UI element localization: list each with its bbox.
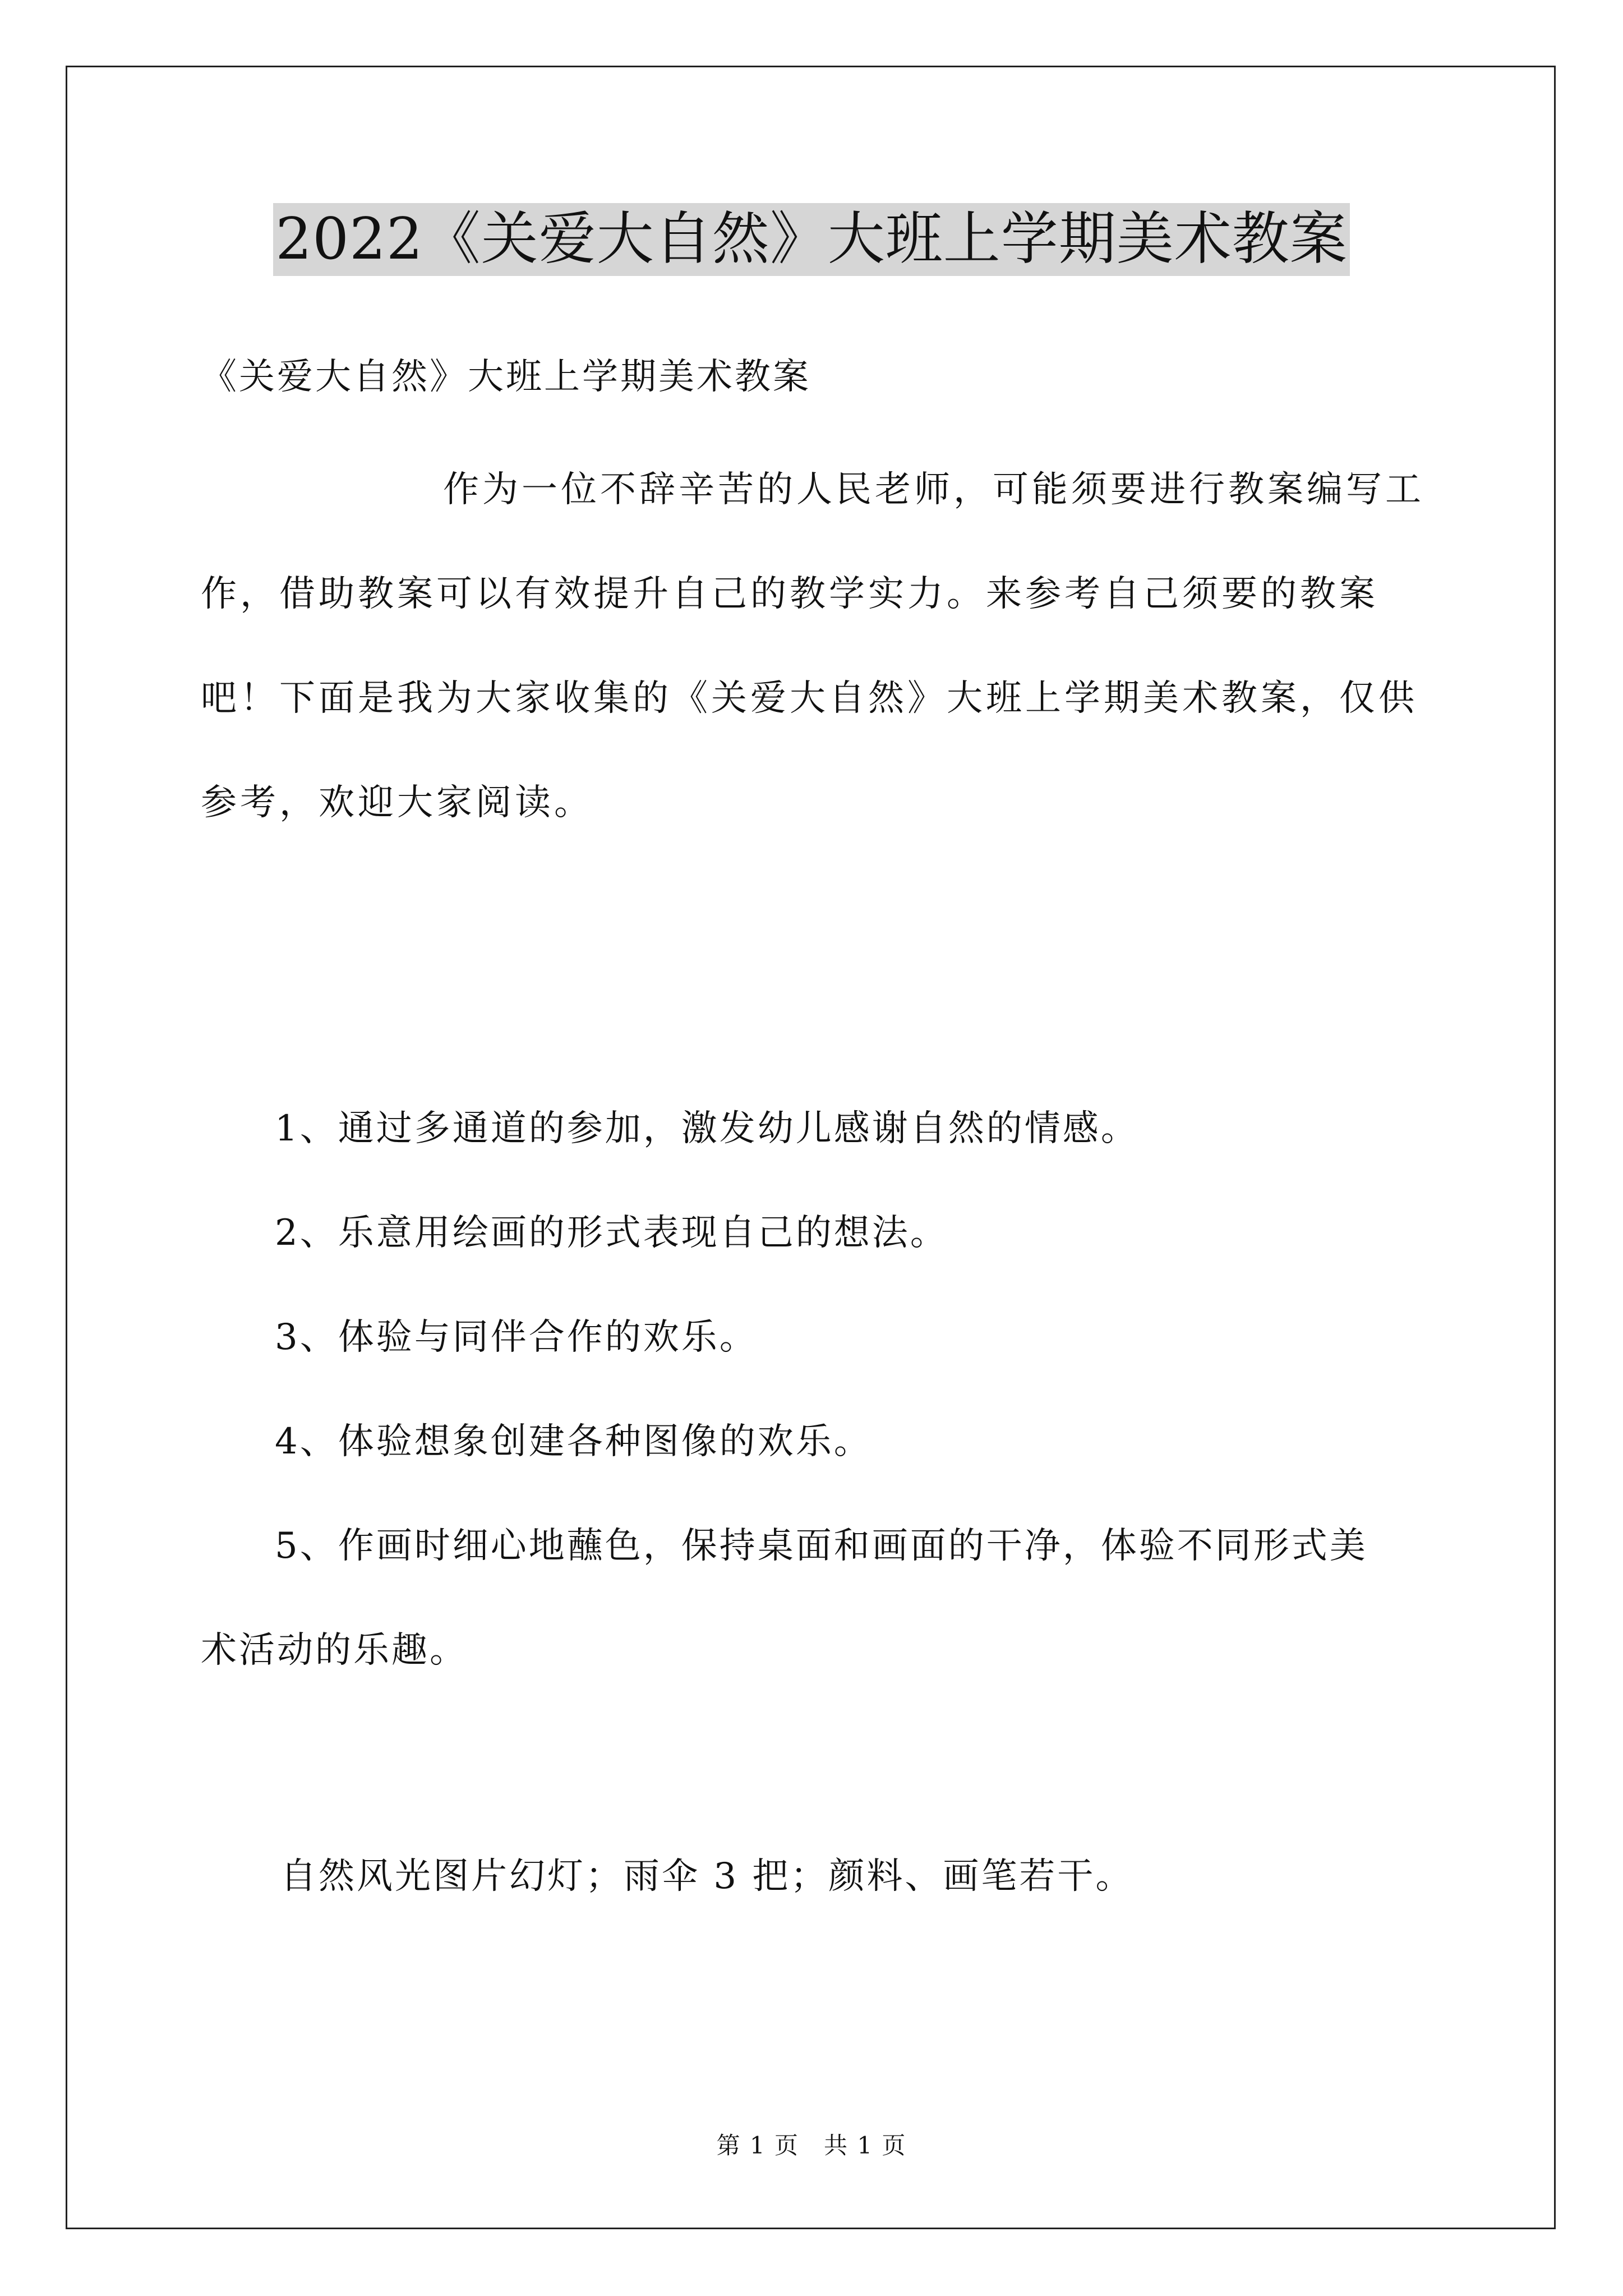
goal-item-3: 3、体验与同伴合作的欢乐。 bbox=[275, 1317, 758, 1358]
document-title: 2022《关爱大自然》大班上学期美术教案 bbox=[273, 203, 1350, 276]
document-subtitle: 《关爱大自然》大班上学期美术教案 bbox=[201, 356, 811, 398]
intro-paragraph bbox=[201, 438, 1440, 855]
materials-line: 自然风光图片幻灯；雨伞 3 把；颜料、画笔若干。 bbox=[280, 1856, 1134, 1897]
page-footer: 第 1 页 共 1 页 bbox=[716, 2132, 907, 2159]
goal-item-5: 5、作画时细心地蘸色，保持桌面和画面的干净，体验不同形式美 bbox=[275, 1525, 1368, 1567]
goal-item-2: 2、乐意用绘画的形式表现自己的想法。 bbox=[275, 1212, 948, 1254]
intro-text: 作为一位不辞辛苦的人民老师，可能须要进行教案编写工作，借助教案可以有效提升自己的教学实力。来参考自己须要的教案吧！下面是我为大家收集的《关爱大自然》大班上学期美术教案，仅供参考，欢迎大家阅读。 bbox=[201, 469, 1424, 823]
goal-item-5-continued: 术活动的乐趣。 bbox=[201, 1630, 468, 1671]
goal-item-4: 4、体验想象创建各种图像的欢乐。 bbox=[275, 1421, 872, 1462]
title-container bbox=[0, 203, 1623, 276]
goal-item-1: 1、通过多通道的参加，激发幼儿感谢自然的情感。 bbox=[275, 1108, 1139, 1149]
